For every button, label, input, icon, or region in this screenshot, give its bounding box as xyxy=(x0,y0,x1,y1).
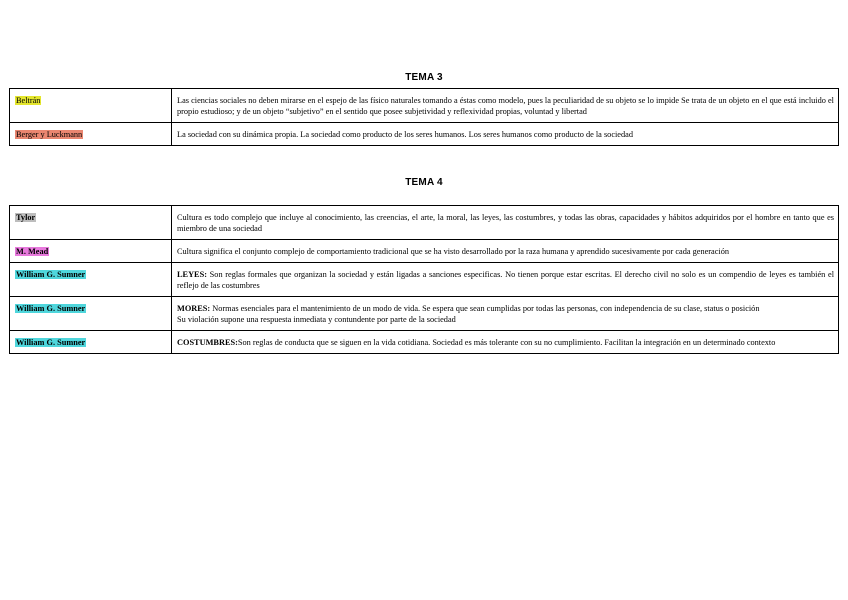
tema4-heading: TEMA 4 xyxy=(405,177,443,188)
table-row xyxy=(10,331,839,354)
definition-text: Normas esenciales para el mantenimiento de un modo de vida. Se espera que sean cumplidas por todas las personas, con independencia de su clase, status o posición xyxy=(210,304,760,313)
table-row xyxy=(10,240,839,263)
definition-cell: Las ciencias sociales no deben mirarse en el espejo de las físico naturales tomando a éstas como modelo, pues la peculiaridad de su objeto se lo impide Se trata de un objeto en el que está incluido el propio estudioso; y de un objeto “subjetivo” en el sentido que posee subjetividad y reflexividad propias, voluntad y libertad xyxy=(172,89,839,123)
tema3-table xyxy=(9,88,839,146)
table-row xyxy=(10,89,839,123)
term-label: COSTUMBRES: xyxy=(177,338,238,347)
definition-cell: Cultura significa el conjunto complejo de comportamiento tradicional que se ha visto desarrollado por la raza humana y aprendido sucesivamente por cada generación xyxy=(172,240,839,263)
author-cell xyxy=(10,123,172,146)
term-label: LEYES: xyxy=(177,270,207,279)
definition-cell: Cultura es todo complejo que incluye al conocimiento, las creencias, el arte, la moral, las leyes, las costumbres, y todas las obras, capacidades y hábitos adquiridos por el hombre en tanto que es miembro de una sociedad xyxy=(172,206,839,240)
term-label: MORES: xyxy=(177,304,211,313)
table-row xyxy=(10,206,839,240)
author-cell xyxy=(10,240,172,263)
author-label-sumner: William G. Sumner xyxy=(16,304,86,313)
table-row xyxy=(10,123,839,146)
author-label-berger-luckmann: Berger y Luckmann xyxy=(16,130,83,139)
definition-cell: La sociedad con su dinámica propia. La sociedad como producto de los seres humanos. Los seres humanos como producto de la sociedad xyxy=(172,123,839,146)
author-cell xyxy=(10,89,172,123)
author-cell xyxy=(10,297,172,331)
definition-cell xyxy=(172,263,839,297)
definition-text: Son reglas de conducta que se siguen en la vida cotidiana. Sociedad es más tolerante con su no cumplimiento. Facilitan la integración en un determinado contexto xyxy=(237,338,776,347)
definition-text: Son reglas formales que organizan la sociedad y están ligadas a sanciones especificas. No tienen porque estar escritas. El derecho civil no solo es un compendio de leyes es también el reflejo de las costumbres xyxy=(177,270,834,290)
table-row xyxy=(10,297,839,331)
table-row xyxy=(10,263,839,297)
author-label-sumner: William G. Sumner xyxy=(16,270,86,279)
tema4-table xyxy=(9,205,839,354)
author-label-mead: M. Mead xyxy=(16,247,49,256)
author-label-tylor: Tylor xyxy=(16,213,36,222)
definition-text-extra: Su violación supone una respuesta inmediata y contundente por parte de la sociedad xyxy=(177,315,456,324)
author-label-sumner: William G. Sumner xyxy=(16,338,86,347)
author-cell xyxy=(10,263,172,297)
definition-cell xyxy=(172,331,839,354)
definition-cell xyxy=(172,297,839,331)
author-cell xyxy=(10,331,172,354)
author-cell xyxy=(10,206,172,240)
tema3-heading: TEMA 3 xyxy=(405,72,443,83)
author-label-beltran: Beltrán xyxy=(16,96,41,105)
